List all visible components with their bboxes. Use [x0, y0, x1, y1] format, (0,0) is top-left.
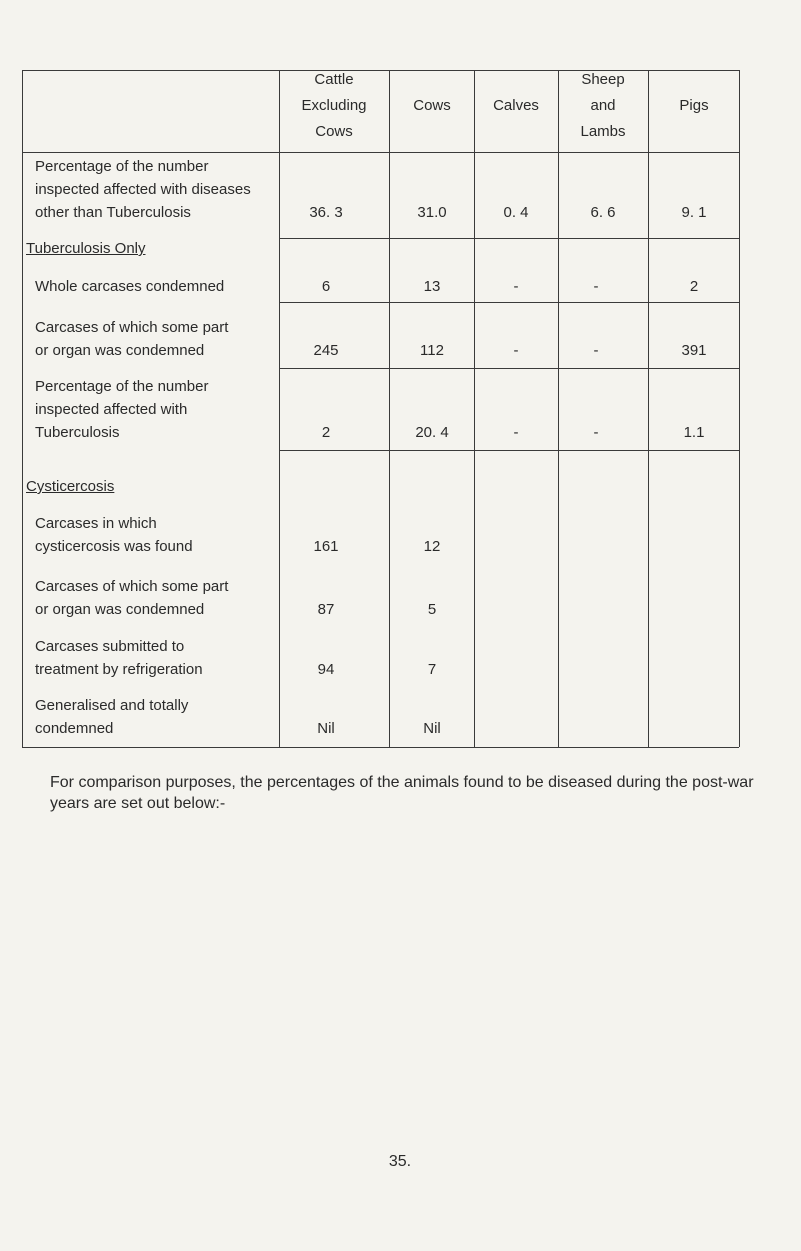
table-top-border [22, 70, 739, 71]
row-label: condemned [35, 720, 114, 737]
cell-value: Nil [423, 720, 441, 737]
cell-value: 31.0 [417, 204, 447, 221]
column-header-calves: Calves [493, 97, 539, 114]
cell-value: 94 [317, 661, 335, 678]
column-divider [648, 70, 649, 747]
row-label: treatment by refrigeration [35, 661, 203, 678]
header-divider [22, 152, 739, 153]
row-label: Generalised and totally [35, 697, 189, 714]
cell-value: 2 [321, 424, 331, 441]
cell-value: 5 [427, 601, 437, 618]
row-divider [279, 238, 739, 239]
page-number: 35. [388, 1153, 412, 1170]
table-left-border [22, 70, 23, 747]
cell-value: - [593, 342, 599, 359]
row-divider [279, 302, 739, 303]
row-label: or organ was condemned [35, 342, 205, 359]
row-divider [279, 368, 739, 369]
column-divider [279, 70, 280, 747]
row-label: Whole carcases condemned [35, 278, 225, 295]
row-label: cysticercosis was found [35, 538, 193, 555]
row-label: Percentage of the number [35, 158, 209, 175]
row-divider [279, 450, 739, 451]
row-label: Carcases submitted to [35, 638, 185, 655]
cell-value: - [593, 278, 599, 295]
column-header-cows: Cows [413, 97, 451, 114]
row-label: Carcases in which [35, 515, 157, 532]
section-heading-tuberculosis: Tuberculosis Only [26, 240, 146, 257]
cell-value: 391 [681, 342, 707, 359]
row-label: or organ was condemned [35, 601, 205, 618]
cell-value: 245 [313, 342, 339, 359]
cell-value: 13 [423, 278, 441, 295]
section-heading-cysticercosis: Cysticercosis [26, 478, 115, 495]
column-header-pigs: Pigs [679, 97, 709, 114]
table-bottom-border [22, 747, 739, 748]
row-label: other than Tuberculosis [35, 204, 191, 221]
cell-value: 1.1 [683, 424, 705, 441]
cell-value: 6. 6 [590, 204, 616, 221]
cell-value: - [513, 424, 519, 441]
cell-value: 161 [313, 538, 339, 555]
cell-value: 12 [423, 538, 441, 555]
cell-value: 87 [317, 601, 335, 618]
cell-value: Nil [317, 720, 335, 737]
row-label: Carcases of which some part [35, 578, 229, 595]
cell-value: 6 [321, 278, 331, 295]
cell-value: 0. 4 [503, 204, 529, 221]
column-divider [474, 70, 475, 747]
cell-value: 36. 3 [309, 204, 343, 221]
row-label: inspected affected with [35, 401, 188, 418]
cell-value: 2 [689, 278, 699, 295]
cell-value: 112 [420, 342, 444, 359]
row-label: Tuberculosis [35, 424, 120, 441]
cell-value: 20. 4 [415, 424, 449, 441]
cell-value: 7 [427, 661, 437, 678]
comparison-paragraph: For comparison purposes, the percentages of the animals found to be diseased during the post-war years are set out below:- [50, 774, 754, 812]
column-divider [558, 70, 559, 747]
row-label: inspected affected with diseases [35, 181, 251, 198]
column-divider [389, 70, 390, 747]
table-right-border [739, 70, 740, 747]
row-label: Carcases of which some part [35, 319, 229, 336]
row-label: Percentage of the number [35, 378, 209, 395]
column-header-sheep: Sheep and Lambs [580, 71, 626, 140]
cell-value: - [513, 278, 519, 295]
column-header-cattle: Cattle Excluding Cows [301, 71, 367, 140]
cell-value: 9. 1 [681, 204, 707, 221]
cell-value: - [593, 424, 599, 441]
cell-value: - [513, 342, 519, 359]
